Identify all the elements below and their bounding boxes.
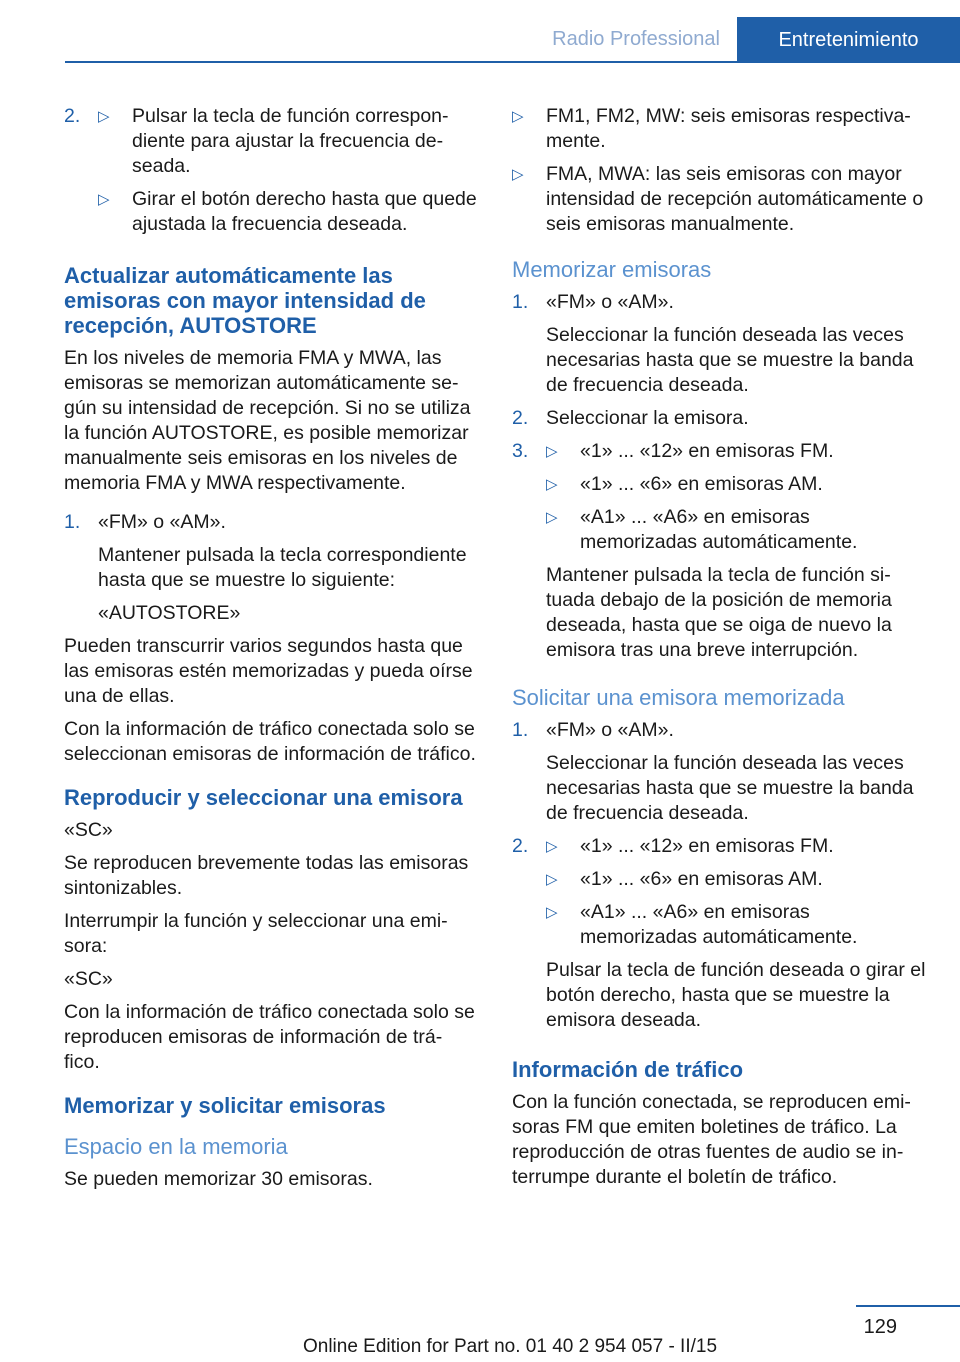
bullet-text: «A1» ... «A6» en emisoras memorizadas automáticamente.: [580, 506, 858, 553]
left-column: [64, 104, 478, 1200]
list-subtext: Pulsar la tecla de función deseada o girar el botón derecho, hasta que se muestre la emisora deseada.: [546, 959, 926, 1031]
bullet-text: FM1, FM2, MW: seis emisoras respectiva‐ mente.: [546, 105, 911, 152]
bullet-item: [546, 834, 930, 859]
header-chapter-tab: Entretenimiento: [737, 17, 960, 63]
triangle-right-icon: ▷: [546, 443, 558, 460]
list-subtext: Seleccionar la función deseada las veces necesarias hasta que se muestre la banda de frecuencia deseada.: [546, 324, 914, 396]
triangle-right-icon: ▷: [512, 166, 524, 183]
bullet-text: «1» ... «6» en emisoras AM.: [580, 473, 823, 495]
triangle-right-icon: ▷: [546, 838, 558, 855]
paragraph: Interrumpir la función y seleccionar una emi‐ sora:: [64, 910, 448, 957]
footer-edition: Online Edition for Part no. 01 40 2 954 057 - II/15: [302, 1336, 718, 1357]
heading-memorizar-solicitar: Memorizar y solicitar emisoras: [64, 1093, 386, 1118]
bullet-text: «1» ... «6» en emisoras AM.: [580, 868, 823, 890]
list-subtext: Seleccionar la función deseada las veces necesarias hasta que se muestre la banda de frecuencia deseada.: [546, 752, 914, 824]
list-number: 1.: [64, 511, 81, 533]
paragraph: Se reproducen brevemente todas las emisoras sintonizables.: [64, 852, 469, 899]
triangle-right-icon: ▷: [546, 509, 558, 526]
bullet-item: [98, 187, 478, 237]
triangle-right-icon: ▷: [546, 476, 558, 493]
paragraph: En los niveles de memoria FMA y MWA, las emisoras se memorizan automáticamente se‐ gún su intensidad de recepción. Si no se utiliza la función AUTOSTORE, es posible memorizar manualmente seis emisoras en los niveles de memoria FMA y MWA respectivamente.: [64, 347, 471, 494]
footer-rule: [856, 1305, 960, 1307]
bullet-item: [546, 867, 930, 892]
bullet-text: «1» ... «12» en emisoras FM.: [580, 835, 834, 857]
bullet-text: «1» ... «12» en emisoras FM.: [580, 440, 834, 462]
triangle-right-icon: ▷: [512, 108, 524, 125]
list-item-2: [64, 104, 478, 237]
subheading-memorizar-emisoras: Memorizar emisoras: [512, 257, 712, 282]
list-subtext: Mantener pulsada la tecla de función si‐ tuada debajo de la posición de memoria deseada, hasta que se oiga de nuevo la emisora tras una breve interrupción.: [546, 564, 892, 661]
bullet-text: Pulsar la tecla de función correspon‐ diente para ajustar la frecuencia de‐ seada.: [132, 105, 449, 177]
list-item-1: [64, 510, 478, 535]
list-subtext: «AUTOSTORE»: [98, 602, 241, 624]
bullet-item: [546, 472, 930, 497]
bullet-item: [512, 162, 930, 237]
paragraph: Se pueden memorizar 30 emisoras.: [64, 1168, 373, 1190]
list-item-3: [512, 439, 930, 555]
heading-trafico: Información de tráfico: [512, 1057, 744, 1082]
bullet-item: [546, 505, 930, 555]
right-column: [512, 104, 930, 1198]
list-item-2: [512, 834, 930, 950]
heading-reproducir: Reproducir y seleccionar una emisora: [64, 785, 463, 810]
list-text: «FM» o «AM».: [98, 511, 226, 533]
triangle-right-icon: ▷: [546, 871, 558, 888]
paragraph: Con la función conectada, se reproducen emi‐ soras FM que emiten boletines de tráfico. La reproducción de otras fuentes de audio se in‐ terrumpe durante el boletín de tráfico.: [512, 1091, 911, 1188]
list-item-1: [512, 718, 930, 743]
header-section-title: Radio Professional: [552, 28, 720, 50]
list-number: 1.: [512, 719, 529, 741]
bullet-text: Girar el botón derecho hasta que quede ajustada la frecuencia deseada.: [132, 188, 477, 235]
list-item-1: [512, 290, 930, 315]
list-text: «FM» o «AM».: [546, 719, 674, 741]
heading-autostore: Actualizar automáticamente las emisoras con mayor intensidad de recepción, AUTOSTORE: [64, 263, 426, 338]
paragraph: «SC»: [64, 968, 113, 990]
list-number: 2.: [64, 105, 81, 127]
list-number: 1.: [512, 291, 529, 313]
bullet-text: FMA, MWA: las seis emisoras con mayor intensidad de recepción automáticamente o seis emisoras manualmente.: [546, 163, 924, 235]
triangle-right-icon: ▷: [98, 108, 110, 125]
bullet-item: [98, 104, 478, 179]
paragraph: «SC»: [64, 819, 113, 841]
page-number: 129: [863, 1316, 897, 1338]
list-item-2: [512, 406, 930, 431]
list-number: 2.: [512, 835, 529, 857]
paragraph: Con la información de tráfico conectada solo se seleccionan emisoras de información de tráfico.: [64, 718, 476, 765]
triangle-right-icon: ▷: [546, 904, 558, 921]
header-rule: [65, 61, 960, 63]
subheading-espacio: Espacio en la memoria: [64, 1134, 288, 1159]
triangle-right-icon: ▷: [98, 191, 110, 208]
list-text: Seleccionar la emisora.: [546, 407, 749, 429]
bullet-item: [546, 900, 930, 950]
list-text: «FM» o «AM».: [546, 291, 674, 313]
list-number: 3.: [512, 440, 529, 462]
list-subtext: Mantener pulsada la tecla correspondiente hasta que se muestre lo siguiente:: [98, 544, 467, 591]
subheading-solicitar: Solicitar una emisora memorizada: [512, 685, 845, 710]
bullet-text: «A1» ... «A6» en emisoras memorizadas automáticamente.: [580, 901, 858, 948]
paragraph: Con la información de tráfico conectada solo se reproducen emisoras de información de trá‐ fico.: [64, 1001, 475, 1073]
bullet-item: [512, 104, 930, 154]
list-number: 2.: [512, 407, 529, 429]
paragraph: Pueden transcurrir varios segundos hasta que las emisoras estén memorizadas y pueda oírse una de ellas.: [64, 635, 473, 707]
bullet-item: [546, 439, 930, 464]
